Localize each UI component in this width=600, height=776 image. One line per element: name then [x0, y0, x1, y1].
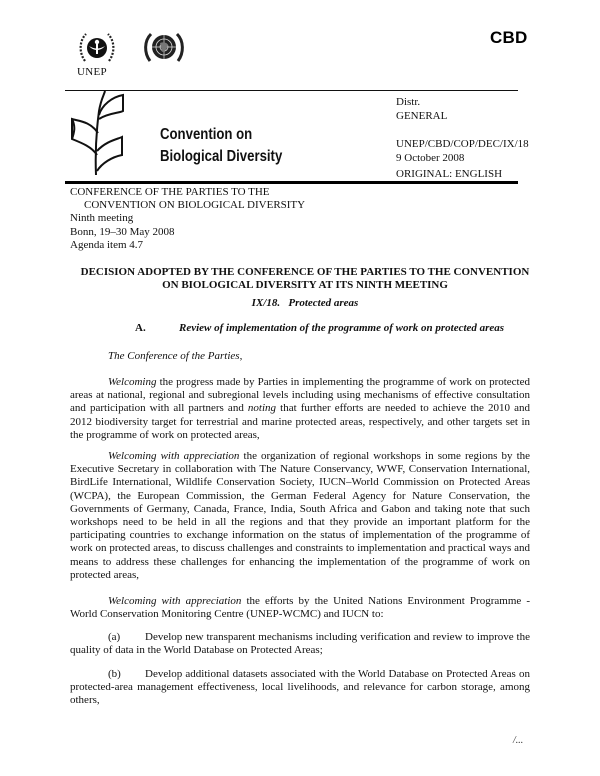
decision-title — [60, 266, 550, 292]
paragraph-text: that further efforts are needed to achieve the 2010 and 2012 biodiversity target for terrestrial and marine protected areas, respectively, and other targets set in the programme of work on protected areas, — [70, 402, 530, 441]
conference-line1: CONFERENCE OF THE PARTIES TO THE — [70, 186, 270, 198]
section-letter: A. — [135, 322, 146, 334]
paragraph-emphasis: noting — [247, 402, 277, 415]
conference-info — [70, 186, 305, 252]
list-item-a — [70, 631, 530, 657]
decision-title-line2: ON BIOLOGICAL DIVERSITY AT ITS NINTH MEETING — [162, 279, 448, 291]
document-symbol-block — [396, 137, 529, 165]
document-date: 9 October 2008 — [396, 152, 465, 164]
cbd-wordmark-line2: Biological Diversity — [160, 148, 283, 165]
decision-number-title: IX/18. Protected areas — [251, 297, 359, 309]
cbd-wordmark — [160, 124, 282, 168]
paragraph-2 — [70, 450, 530, 582]
continuation-marker: /... — [513, 735, 524, 746]
decision-title-line1: DECISION ADOPTED BY THE CONFERENCE OF THE PARTIES TO THE CONVENTION — [80, 266, 530, 278]
unep-label: UNEP — [77, 66, 107, 78]
section-title: Review of implementation of the programme of work on protected areas — [179, 322, 505, 334]
preamble-intro: The Conference of the Parties, — [108, 350, 243, 362]
paragraph-lead: Welcoming with appreciation — [108, 450, 240, 462]
list-item-text: Develop additional datasets associated with the World Database on Protected Areas on protected-area management effectiveness, local livelihoods, and relevance for carbon storage, among others, — [70, 668, 530, 707]
paragraph-lead: Welcoming — [108, 376, 157, 388]
header-rule — [65, 90, 518, 91]
original-language: ORIGINAL: ENGLISH — [396, 168, 503, 180]
list-item-text: Develop new transparent mechanisms including verification and review to improve the quality of data in the World Database on Protected Areas; — [70, 631, 530, 657]
paragraph-text: the organization of regional workshops in some regions by the Executive Secretary in collaboration with The Nature Conservancy, WWF, Conservation International, BirdLife International, Wildlife Conservation Society, IUCN–World Commission on Protected Areas (WCPA), the European Commission, the German Federal Agency for Nature Conservation, the Governments of Germany, Canada, France, India, South Africa and Gabon and taking note that such workshops need to be held in all the regions and that they provide an important platform for the participating countries to exchange information on the status of implementation of the programme of work on protected areas, to discuss challenges and constraints to implementation and practical ways and means to address these challenges for enhancing the implementation of the programme of work on protected areas, — [70, 450, 531, 581]
un-emblem-icon — [143, 31, 185, 67]
document-tag: CBD — [490, 28, 528, 47]
paragraph-text: the efforts by the United Nations Environment Programme - World Conservation Monitoring Centre (UNEP-WCMC) and IUCN to: — [70, 595, 530, 621]
distribution — [396, 95, 447, 123]
distribution-value: GENERAL — [396, 110, 448, 122]
place-date: Bonn, 19–30 May 2008 — [70, 225, 175, 238]
header-thick-rule — [65, 181, 518, 184]
list-item-label: (b) — [108, 668, 121, 680]
conference-line2: CONVENTION ON BIOLOGICAL DIVERSITY — [84, 199, 306, 212]
unep-emblem-icon — [77, 31, 117, 67]
list-item-label: (a) — [108, 631, 121, 643]
document-symbol: UNEP/CBD/COP/DEC/IX/18 — [396, 138, 529, 150]
paragraph-lead: Welcoming with appreciation — [108, 595, 242, 607]
list-item-b — [70, 668, 530, 708]
paragraph-text: the progress made by Parties in implementing the programme of work on protected areas at national, regional and subregional levels including using mechanisms of effective consultation and participation with all partners and — [70, 376, 530, 415]
agenda-item: Agenda item 4.7 — [70, 238, 144, 251]
cbd-wordmark-line1: Convention on — [160, 126, 253, 143]
paragraph-3 — [70, 595, 530, 621]
paragraph-1 — [70, 376, 530, 442]
distribution-label: Distr. — [396, 96, 421, 108]
cbd-leaf-icon — [68, 91, 128, 177]
meeting: Ninth meeting — [70, 212, 134, 225]
